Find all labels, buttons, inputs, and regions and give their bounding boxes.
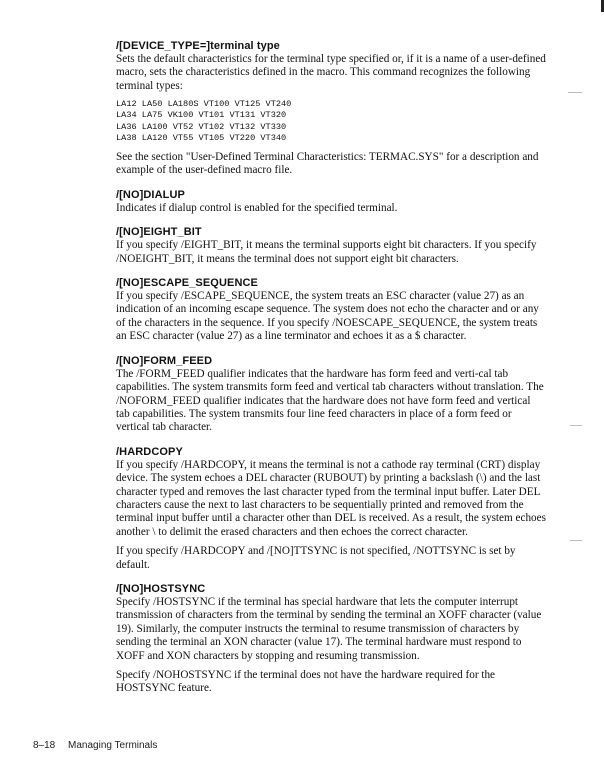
section-hostsync	[116, 583, 546, 696]
section-escape-sequence	[116, 277, 546, 344]
section-device-type	[116, 40, 546, 178]
section-heading: /[NO]DIALUP	[116, 188, 185, 201]
section-paragraph: If you specify /EIGHT_BIT, it means the terminal supports eight bit characters. If you specify /NOEIGHT_BIT, it means the terminal does not support eight bit characters.	[116, 239, 537, 265]
margin-tick	[568, 92, 582, 93]
section-dialup	[116, 189, 546, 215]
section-paragraph: Indicates if dialup control is enabled for the specified terminal.	[116, 201, 398, 214]
section-paragraph: If you specify /HARDCOPY and /[NO]TTSYNC is not specified, /NOTTSYNC is set by default.	[116, 545, 516, 571]
section-heading: /[NO]HOSTSYNC	[116, 582, 206, 595]
chapter-title: Managing Terminals	[68, 740, 158, 751]
section-paragraph: Specify /NOHOSTSYNC if the terminal does not have the hardware required for the HOSTSYNC feature.	[116, 669, 496, 695]
section-paragraph: Specify /HOSTSYNC if the terminal has special hardware that lets the computer interrupt transmission of characters from the terminal by sending the terminal an XOFF character (value 19). Similarly, the computer instructs the terminal to resume transmission of characters by sending the terminal an XON character (value 17). The terminal hardware must respond to XOFF and XON characters by stopping and resuming transmission.	[116, 595, 542, 662]
margin-tick	[570, 540, 582, 541]
page-footer	[33, 740, 157, 751]
section-paragraph: The /FORM_FEED qualifier indicates that the hardware has form feed and verti-cal tab capabilities. The system transmits form feed and vertical tab characters without translation. The /NOFORM_FEED qualifier indicates that the hardware does not have form feed and vertical tab capabilities. The system transmits four line feed characters in place of a form feed or vertical tab character.	[116, 367, 544, 434]
section-heading: /[NO]FORM_FEED	[116, 354, 213, 367]
document-page	[116, 40, 546, 707]
section-paragraph: If you specify /HARDCOPY, it means the terminal is not a cathode ray terminal (CRT) display device. The system echoes a DEL character (RUBOUT) by printing a backslash (\) and the last character typed and removes the last character typed from the terminal input buffer. Later DEL characters cause the next to last characters to be sequentially printed and removed from the terminal input buffer until a character other than DEL is received. As a result, the system echoes another \ to delimit the erased characters and then echoes the correct character.	[116, 458, 546, 538]
section-paragraph: If you specify /ESCAPE_SEQUENCE, the system treats an ESC character (value 27) as an indication of an incoming escape sequence. The system does not echo the character and or any of the characters in the sequence. If you specify /NOESCAPE_SEQUENCE, the system treats an ESC character (value 27) as a line terminator and echoes it as a $ character.	[116, 290, 539, 343]
terminal-types-row: LA34 LA75 VK100 VT101 VT131 VT320	[116, 110, 287, 121]
section-heading: /HARDCOPY	[116, 445, 183, 458]
section-hardcopy	[116, 446, 546, 572]
page-number: 8–18	[33, 740, 56, 751]
section-heading: /[NO]ESCAPE_SEQUENCE	[116, 277, 258, 290]
terminal-types-list	[116, 99, 546, 144]
section-heading: /[NO]EIGHT_BIT	[116, 226, 202, 239]
section-paragraph: Sets the default characteristics for the terminal type specified or, if it is a name of a user-defined macro, sets the characteristics defined in the macro. This command recognizes the following terminal types:	[116, 53, 546, 92]
section-paragraph: See the section "User-Defined Terminal Characteristics: TERMAC.SYS" for a description and example of the user-defined macro file.	[116, 151, 539, 177]
section-eight-bit	[116, 226, 546, 266]
section-form-feed	[116, 355, 546, 435]
section-heading: /[DEVICE_TYPE=]terminal type	[116, 40, 280, 52]
terminal-types-row: LA12 LA50 LA180S VT100 VT125 VT240	[116, 99, 292, 110]
terminal-types-row: LA38 LA120 VT55 VT105 VT220 VT340	[116, 132, 287, 143]
terminal-types-row: LA36 LA100 VT52 VT102 VT132 VT330	[116, 121, 287, 132]
margin-tick	[570, 425, 582, 426]
